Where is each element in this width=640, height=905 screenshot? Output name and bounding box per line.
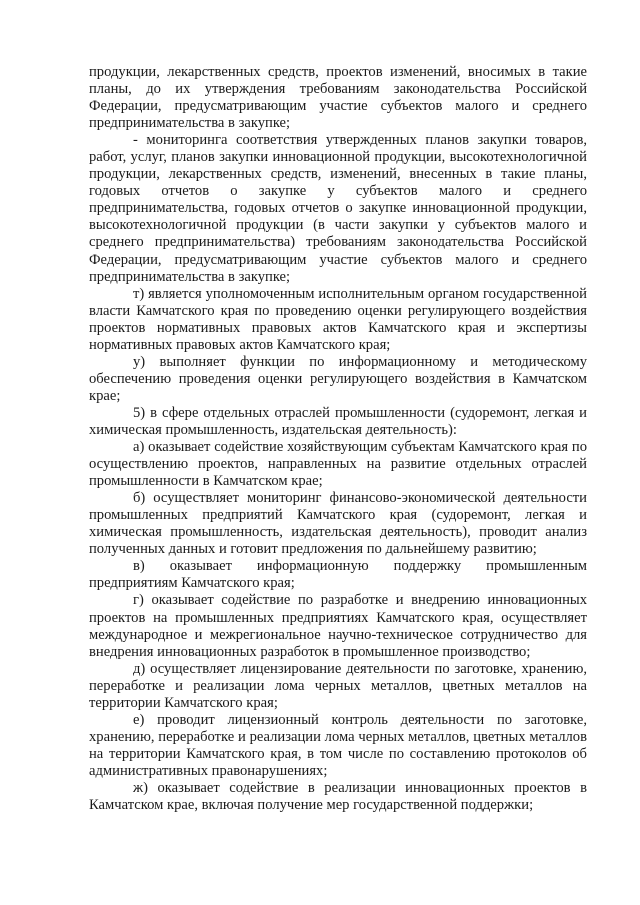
paragraph-section-5: 5) в сфере отдельных отраслей промышленности (судоремонт, легкая и химическая промышленность, издательская деятельность): [89, 404, 587, 438]
paragraph-item-g: г) оказывает содействие по разработке и внедрению инновационных проектов на промышленных предприятиях Камчатского края, осуществляет международное и межрегиональное научно-техническое сотрудничество для внедрения инновационных разработок в промышленное производство; [89, 592, 587, 660]
paragraph-item-e: е) проводит лицензионный контроль деятельности по заготовке, хранению, переработке и реализации лома черных металлов, цветных металлов на территории Камчатского края, в том числе по составлению протоколов об административных правонарушениях; [89, 711, 587, 779]
paragraph-item-t: т) является уполномоченным исполнительным органом государственной власти Камчатского края по проведению оценки регулирующего воздействия проектов нормативных правовых актов Камчатского края и экспертизы нормативных правовых актов Камчатского края; [89, 285, 587, 353]
paragraph-item-a: а) оказывает содействие хозяйствующим субъектам Камчатского края по осуществлению проектов, направленных на развитие отдельных отраслей промышленности в Камчатском крае; [89, 439, 587, 490]
document-page [89, 64, 587, 814]
paragraph-item-d: д) осуществляет лицензирование деятельности по заготовке, хранению, переработке и реализации лома черных металлов, цветных металлов на территории Камчатского края; [89, 660, 587, 711]
paragraph-monitoring: - мониторинга соответствия утвержденных планов закупки товаров, работ, услуг, планов закупки инновационной продукции, высокотехнологичной продукции, лекарственных средств, изменений, внесенных в такие планы, годовых отчетов о закупке у субъектов малого и среднего предпринимательства, годовых отчетов о закупке инновационной продукции, высокотехнологичной продукции (в части закупки у субъектов малого и среднего предпринимательства) требованиям законодательства Российской Федерации, предусматривающим участие субъектов малого и среднего предпринимательства в закупке; [89, 132, 587, 285]
paragraph-item-b: б) осуществляет мониторинг финансово-экономической деятельности промышленных предприятий Камчатского края (судоремонт, легкая и химическая промышленность, издательская деятельность), проводит анализ полученных данных и готовит предложения по дальнейшему развитию; [89, 490, 587, 558]
paragraph-item-zh: ж) оказывает содействие в реализации инновационных проектов в Камчатском крае, включая получение мер государственной поддержки; [89, 779, 587, 814]
paragraph-item-u: у) выполняет функции по информационному и методическому обеспечению проведения оценки регулирующего воздействия в Камчатском крае; [89, 353, 587, 404]
paragraph-item-v: в) оказывает информационную поддержку промышленным предприятиям Камчатского края; [89, 558, 587, 592]
paragraph-continuation: продукции, лекарственных средств, проектов изменений, вносимых в такие планы, до их утверждения требованиям законодательства Российской Федерации, предусматривающим участие субъектов малого и среднего предпринимательства в закупке; [89, 64, 587, 132]
